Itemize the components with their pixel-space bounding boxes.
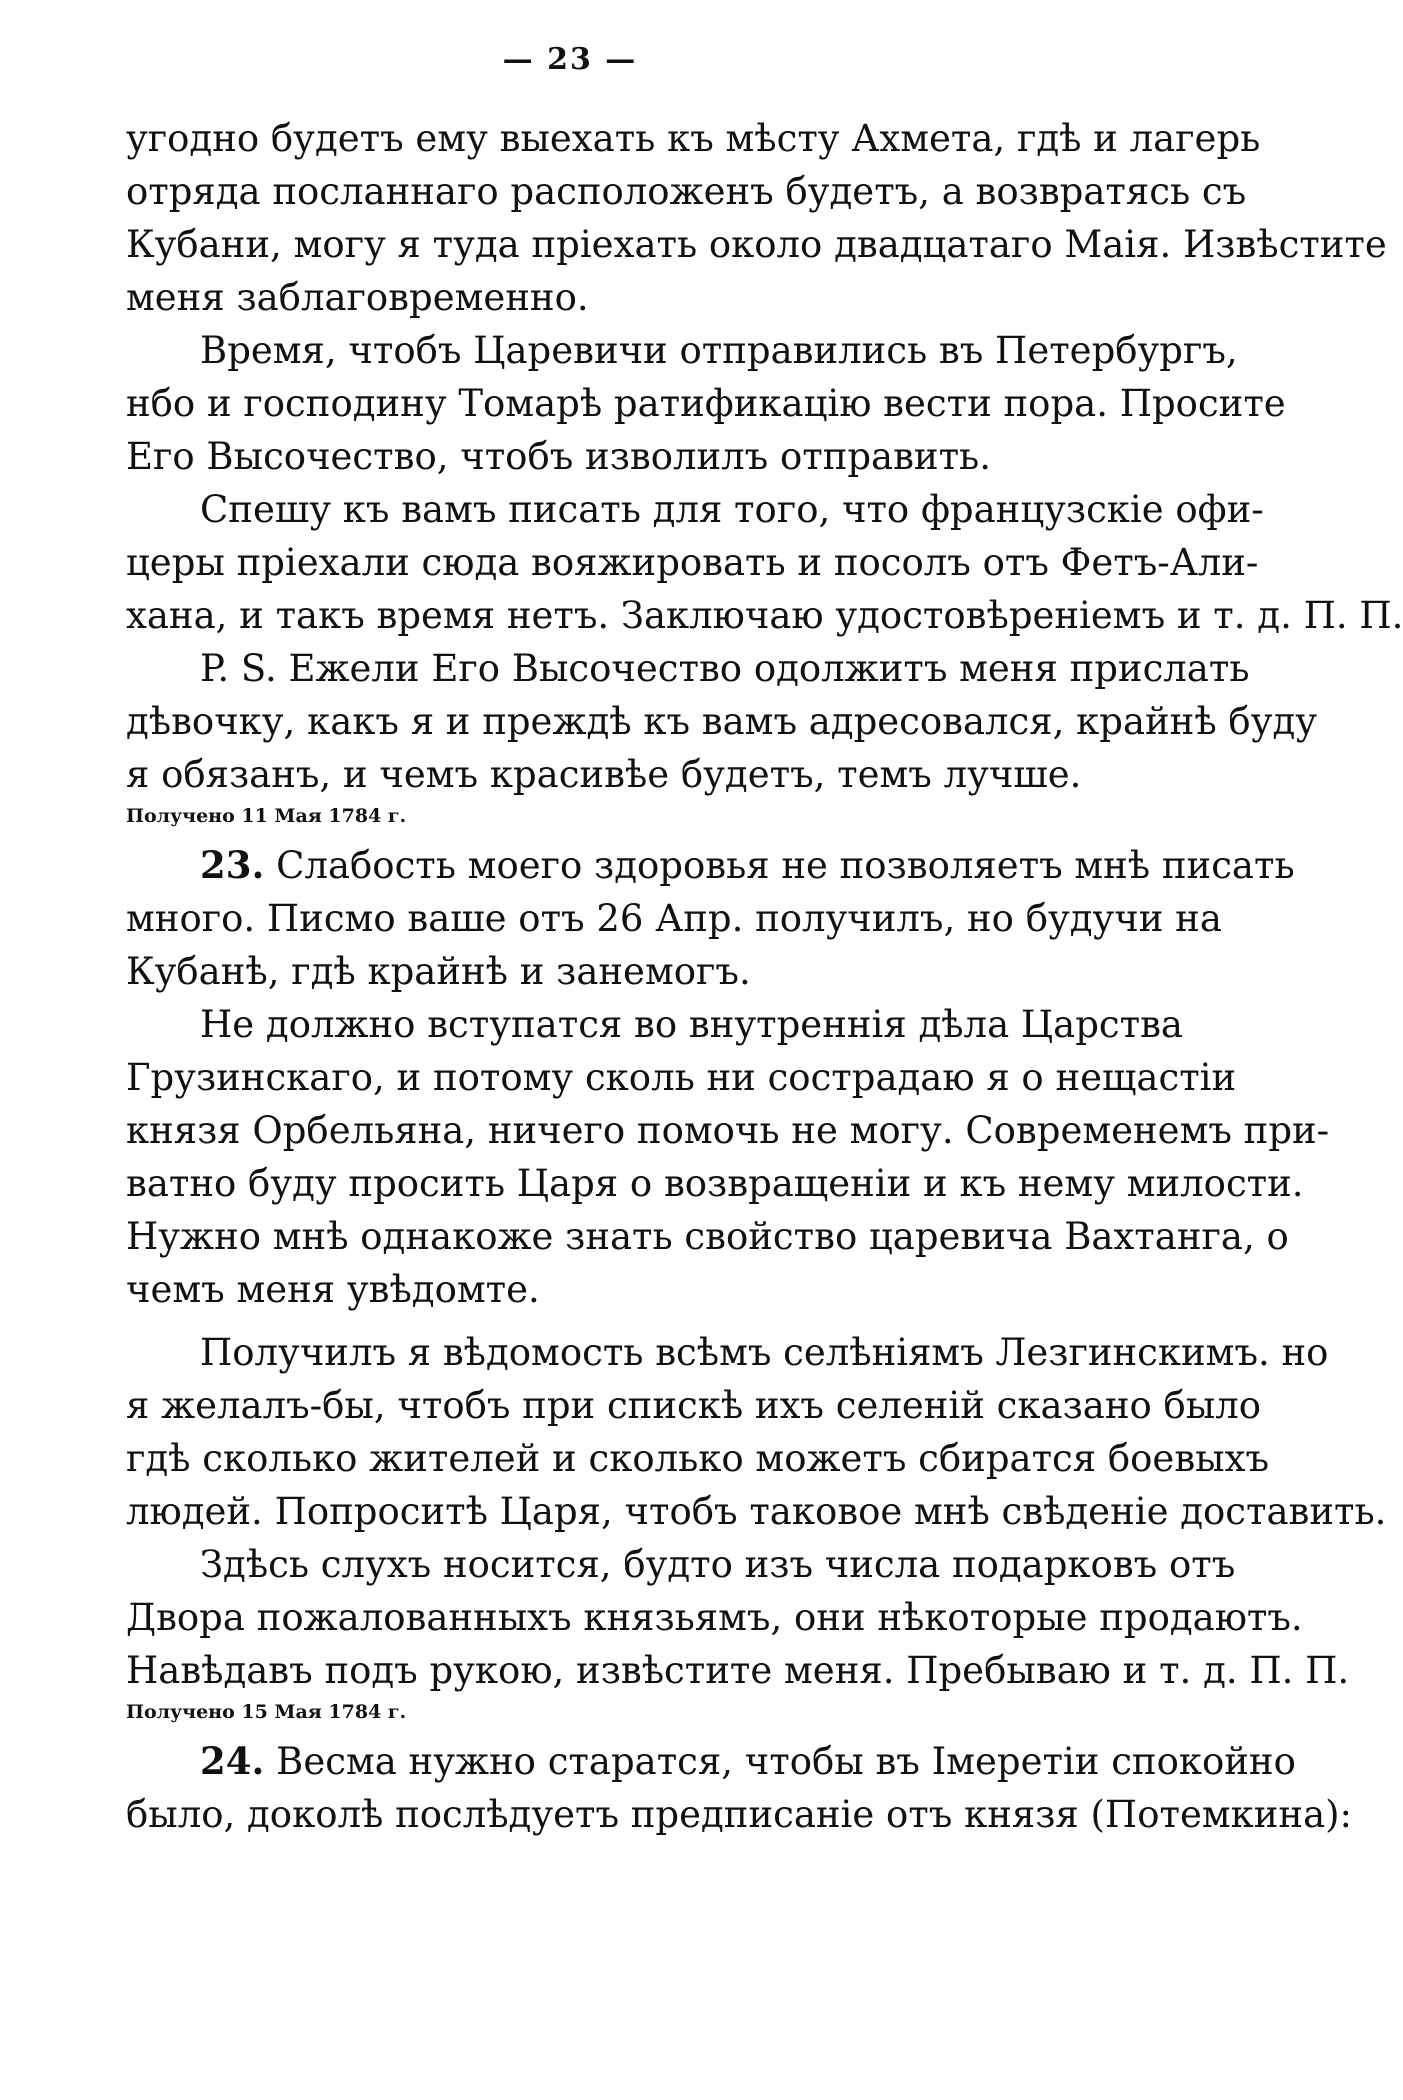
text-line: дѣвочку, какъ я и преждѣ къ вамъ адресовался, крайнѣ буду: [126, 700, 1318, 743]
text-line: Получилъ я вѣдомость всѣмъ селѣніямъ Лезгинскимъ. но: [200, 1331, 1329, 1374]
letter-number: 23.: [200, 843, 265, 887]
text-line: людей. Попроситѣ Царя, чтобъ таковое мнѣ свѣденіе доставить.: [126, 1490, 1387, 1533]
text-line: церы пріехали сюда вояжировать и посолъ отъ Фетъ-Али-: [126, 541, 1259, 584]
paragraph-gap: [126, 1316, 1139, 1326]
letter-number: 24.: [200, 1739, 265, 1783]
text-line: Здѣсь слухъ носится, будто изъ числа подарковъ отъ: [200, 1543, 1236, 1586]
text-line: много. Писмо ваше отъ 26 Апр. получилъ, но будучи на: [126, 897, 1222, 940]
text-line: князя Орбельяна, ничего помочь не могу. Современемъ при-: [126, 1109, 1330, 1152]
text-line: Время, чтобъ Царевичи отправились въ Петербургъ,: [200, 329, 1238, 372]
text-line: Грузинскаго, и потому сколь ни сострадаю я о нещастіи: [126, 1056, 1237, 1099]
text-line: Кубани, могу я туда пріехать около двадцатаго Маія. Извѣстите: [126, 223, 1387, 266]
text-line: Нужно мнѣ однакоже знать свойство царевича Вахтанга, о: [126, 1215, 1289, 1258]
text-line: гдѣ сколько жителей и сколько можетъ сбиратся боевыхъ: [126, 1437, 1270, 1480]
page-number: — 23 —: [502, 42, 638, 77]
letter-24-first-line: [126, 1735, 1296, 1788]
text-line: Весма нужно старатся, чтобы въ Імеретіи спокойно: [276, 1740, 1296, 1783]
text-line: ватно буду просить Царя о возвращеніи и къ нему милости.: [126, 1162, 1304, 1205]
text-line: Навѣдавъ подъ рукою, извѣстите меня. Пребываю и т. д. П. П.: [126, 1649, 1350, 1692]
text-line: хана, и такъ время нетъ. Заключаю удостовѣреніемъ и т. д. П. П.: [126, 594, 1403, 637]
text-line: Кубанѣ, гдѣ крайнѣ и занемогъ.: [126, 950, 751, 993]
text-line: нбо и господину Томарѣ ратификацію вести пора. Просите: [126, 382, 1286, 425]
text-line: Его Высочество, чтобъ изволилъ отправить.: [126, 435, 991, 478]
text-line: я желалъ-бы, чтобъ при спискѣ ихъ селеній сказано было: [126, 1384, 1262, 1427]
text-line: P. S. Ежели Его Высочество одолжитъ меня прислать: [200, 647, 1250, 690]
letter-23-first-line: [126, 839, 1295, 892]
text-line: чемъ меня увѣдомте.: [126, 1268, 540, 1311]
text-line: Двора пожалованныхъ князьямъ, они нѣкоторые продаютъ.: [126, 1596, 1303, 1639]
text-line: меня заблаговременно.: [126, 276, 589, 319]
text-line: Не должно вступатся во внутреннія дѣла Царства: [200, 1003, 1183, 1046]
text-line: отряда посланнаго расположенъ будетъ, а возвратясь съ: [126, 170, 1247, 213]
text-line: было, доколѣ послѣдуетъ предписаніе отъ князя (Потемкина):: [126, 1793, 1353, 1836]
text-line: Спешу къ вамъ писать для того, что французскіе офи-: [200, 488, 1264, 531]
text-line: я обязанъ, и чемъ красивѣе будетъ, темъ лучше.: [126, 753, 1082, 796]
text-line: угодно будетъ ему выехать къ мѣсту Ахмета, гдѣ и лагерь: [126, 117, 1261, 160]
received-note: Получено 15 Мая 1784 г.: [126, 1701, 407, 1723]
text-line: Слабость моего здоровья не позволяетъ мнѣ писать: [276, 844, 1295, 887]
body-text: [126, 112, 1403, 1841]
received-note: Получено 11 Мая 1784 г.: [126, 805, 407, 827]
